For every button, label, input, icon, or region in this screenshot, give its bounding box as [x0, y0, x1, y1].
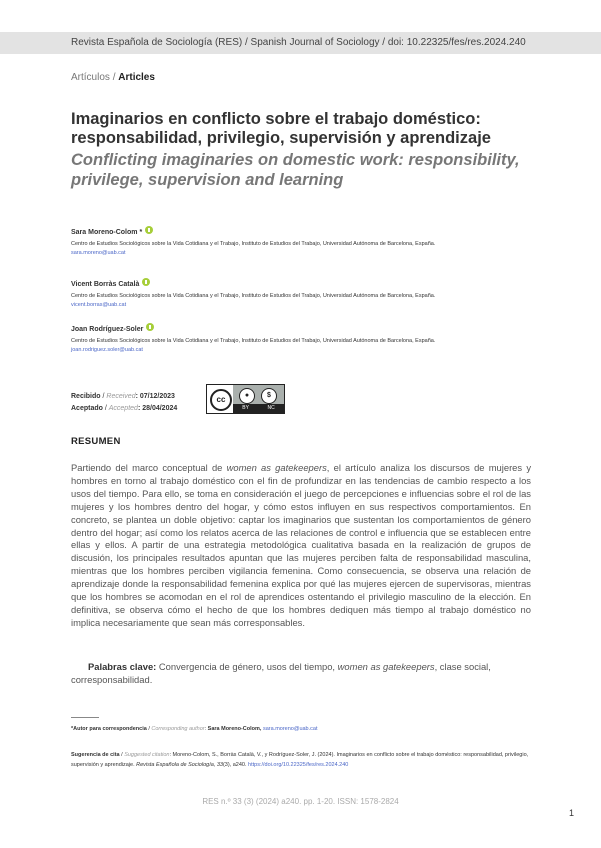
accepted-date: 28/04/2024 — [142, 405, 178, 412]
author-affiliation: Centro de Estudios Sociológicos sobre la Vida Cotidiana y el Trabajo, Instituto de Estudios del Trabajo, Universidad Autónoma de Barcelona, España. — [71, 293, 436, 299]
author-affiliation: Centro de Estudios Sociológicos sobre la Vida Cotidiana y el Trabajo, Instituto de Estudios del Trabajo, Universidad Autónoma de Barcelona, España. — [71, 338, 436, 344]
keywords-label: Palabras clave: — [88, 661, 157, 672]
citation-note: Sugerencia de cita / Suggested citation: Moreno-Colom, S., Borràs Català, V., y Rodríguez-Soler, J. (2024). Imaginarios en conflicto sobre el trabajo doméstico: responsabilidad, privilegio, supervisión y aprendizaje. Revista Española de Sociología, 33(3), a240. https://doi.org/10.22325/fes/res.2024.240 — [71, 752, 529, 768]
page-footer: RES n.º 33 (3) (2024) a240. pp. 1-20. ISSN: 1578-2824 — [202, 797, 399, 806]
author-email[interactable]: vicent.borras@uab.cat — [71, 302, 127, 308]
orcid-icon[interactable] — [146, 323, 154, 331]
doi-link[interactable]: https://doi.org/10.22325/fes/res.2024.240 — [248, 761, 349, 768]
author-email[interactable]: sara.moreno@uab.cat — [71, 250, 126, 256]
section-en: Articles — [118, 72, 155, 83]
correspondence-note: *Autor para correspondencia / Corresponding author: Sara Moreno-Colom, sara.moreno@uab.cat — [71, 726, 318, 732]
orcid-icon[interactable] — [142, 278, 150, 286]
article-subtitle: Conflicting imaginaries on domestic work: responsibility, privilege, supervision and learning — [71, 151, 520, 189]
correspondence-email[interactable]: sara.moreno@uab.cat — [262, 726, 318, 732]
section-label — [71, 72, 155, 83]
author-name: Sara Moreno-Colom * — [71, 228, 541, 236]
section-es: Artículos — [71, 72, 110, 83]
abstract-heading: RESUMEN — [71, 436, 121, 447]
received-date: 07/12/2023 — [139, 393, 175, 400]
footnote-divider — [71, 717, 99, 718]
nc-dollar-icon: $ — [261, 388, 277, 404]
license-label-bar: BY NC — [233, 404, 284, 413]
received-date-row: Recibido / Received: 07/12/2023 — [71, 393, 175, 400]
author-block — [71, 280, 541, 308]
author-block — [71, 228, 541, 256]
page-number: 1 — [569, 808, 575, 818]
author-name: Joan Rodríguez-Soler — [71, 325, 541, 333]
section-separator: / — [112, 72, 116, 83]
running-header — [0, 32, 601, 54]
author-email[interactable]: joan.rodriguez.soler@uab.cat — [71, 347, 143, 353]
author-name: Vicent Borràs Català — [71, 280, 541, 288]
author-block — [71, 325, 541, 353]
cc-logo: cc — [210, 389, 232, 411]
keywords: Palabras clave: Convergencia de género, usos del tiempo, women as gatekeepers, clase social, corresponsabilidad. — [71, 661, 491, 685]
author-affiliation: Centro de Estudios Sociológicos sobre la Vida Cotidiana y el Trabajo, Instituto de Estudios del Trabajo, Universidad Autónoma de Barcelona, España. — [71, 241, 436, 247]
abstract-text: Partiendo del marco conceptual de women as gatekeepers, el artículo analiza los discursos de mujeres y hombres en torno al trabajo doméstico con el fin de profundizar en las tendencias de cambio respecto a los usos del tiempo. Para ello, se toma en consideración el juego de percepciones e influencias sobre el rol de las mujeres y los hombres dentro del hogar, y cómo estos influyen en sus respectivos comportamientos. En concreto, se plantea un doble objetivo: captar los imaginarios que sustentan los comportamientos de género dentro del hogar; así como los relatos acerca de las relaciones de control e influencia que se establecen entre ellas y ellos. A partir de una estrategia metodológica cualitativa basada en la realización de grupos de discusión, los principales resultados apuntan que las mujeres perciben falta de responsabilidad masculina, mientras que los hombres perciben vigilancia femenina. Como consecuencia, se observa una relación de aprendizaje donde la responsabilidad femenina explica por qué las mujeres ejercen de supervisoras, mientras que los hombres se acomodan en el rol de aprendices ostentando el privilegio masculino de la elección. En definitiva, se observa cómo el hecho de que los hombres dediquen más tiempo al trabajo doméstico no implica necesariamente que sean más corresponsables. — [71, 462, 532, 628]
accepted-date-row: Aceptado / Accepted: 28/04/2024 — [71, 405, 178, 412]
by-person-icon: ● — [239, 388, 255, 404]
running-title: Revista Española de Sociología (RES) / Spanish Journal of Sociology / doi: 10.22325/fes/res.2024.240 — [71, 37, 526, 48]
orcid-icon[interactable] — [145, 226, 153, 234]
dates-block — [71, 391, 177, 415]
article-title: Imaginarios en conflicto sobre el trabajo doméstico: responsabilidad, privilegio, supervisión y aprendizaje — [71, 110, 491, 147]
cc-by-nc-icon[interactable] — [206, 384, 285, 414]
